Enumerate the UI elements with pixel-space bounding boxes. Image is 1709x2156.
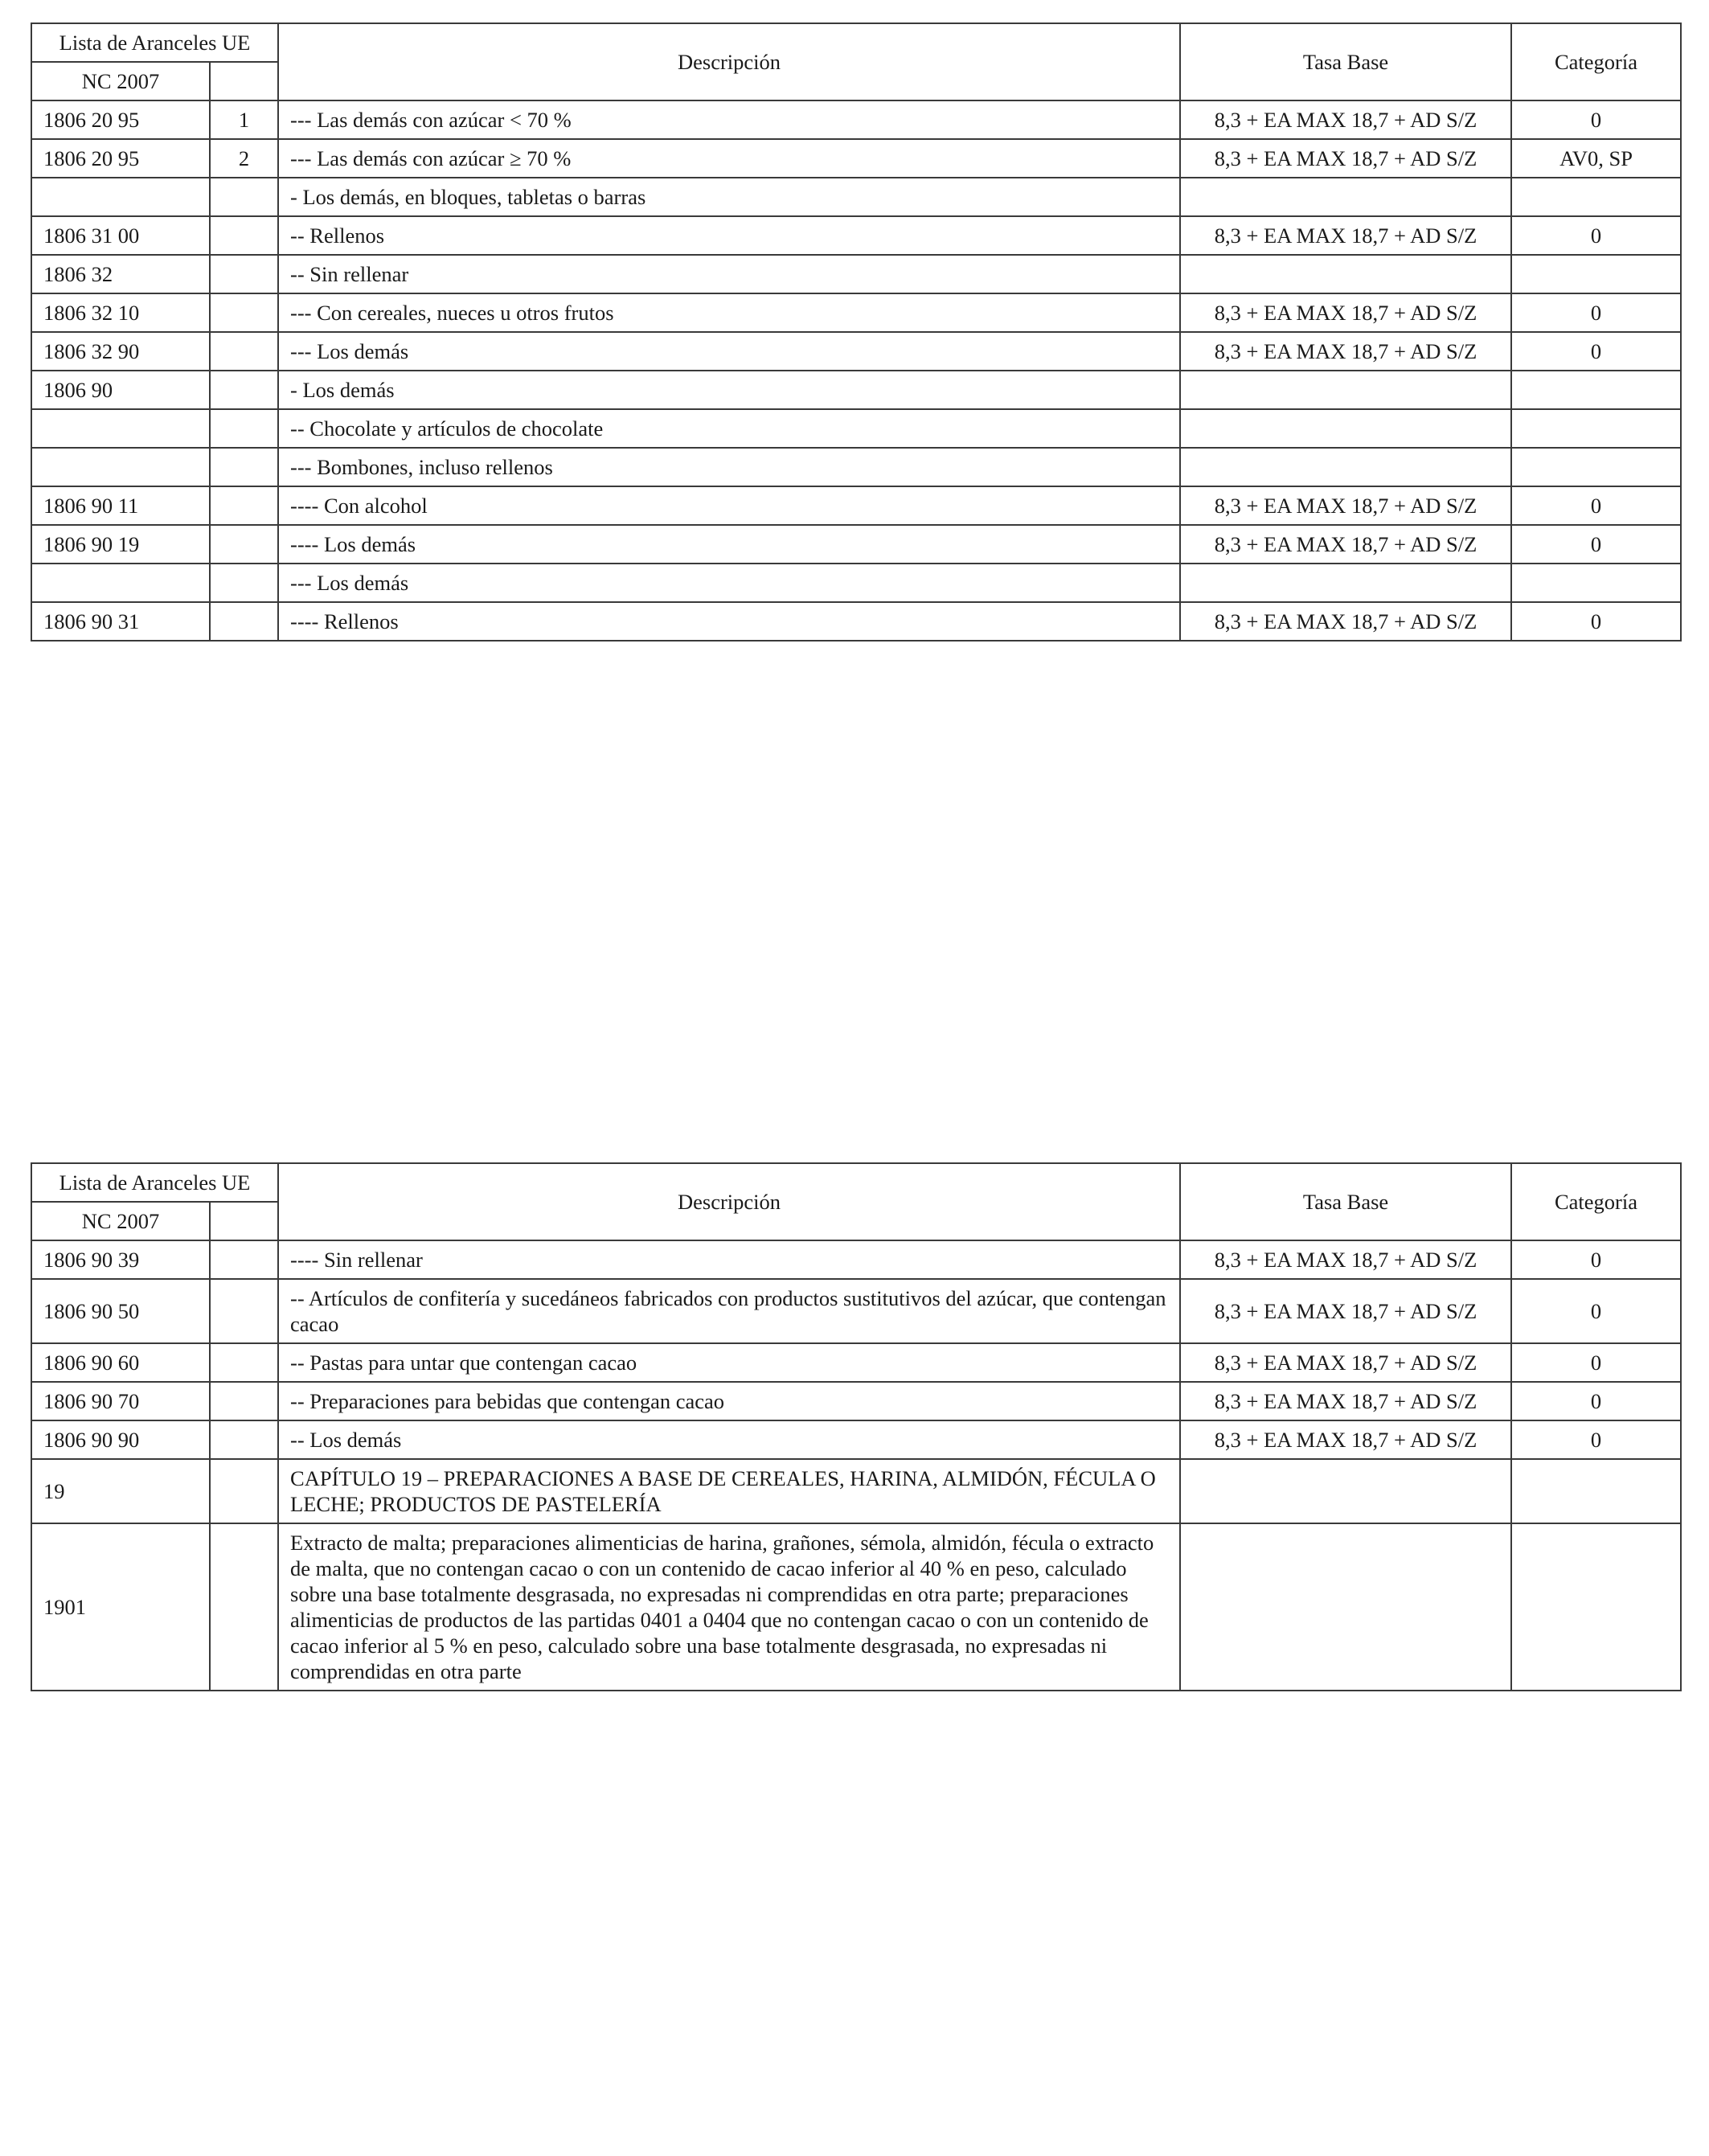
table-row bbox=[31, 602, 1681, 641]
base-rate: 8,3 + EA MAX 18,7 + AD S/Z bbox=[1180, 216, 1511, 255]
sub-code bbox=[210, 1420, 278, 1459]
table-row bbox=[31, 409, 1681, 448]
category: 0 bbox=[1511, 1343, 1681, 1382]
table-row bbox=[31, 1420, 1681, 1459]
table-row bbox=[31, 1523, 1681, 1691]
base-rate bbox=[1180, 1459, 1511, 1523]
table-row bbox=[31, 371, 1681, 409]
category bbox=[1511, 255, 1681, 293]
nc-code: 1806 90 39 bbox=[31, 1240, 210, 1279]
category bbox=[1511, 409, 1681, 448]
nc-code: 1806 90 60 bbox=[31, 1343, 210, 1382]
description: Extracto de malta; preparaciones alimenticias de harina, grañones, sémola, almidón, fécula o extracto de malta, que no contengan cacao o con un contenido de cacao inferior al 40 % en peso, calculado sobre una base totalmente desgrasada, no expresadas ni comprendidas en otra parte; preparaciones alimenticias de productos de las partidas 0401 a 0404 que no contengan cacao o con un contenido de cacao inferior al 5 % en peso, calculado sobre una base totalmente desgrasada, no expresadas ni comprendidas en otra parte bbox=[278, 1523, 1180, 1691]
category bbox=[1511, 1523, 1681, 1691]
category: 0 bbox=[1511, 602, 1681, 641]
chapter-title: CAPÍTULO 19 – PREPARACIONES A BASE DE CEREALES, HARINA, ALMIDÓN, FÉCULA O LECHE; PRODUCTOS DE PASTELERÍA bbox=[278, 1459, 1180, 1523]
base-rate: 8,3 + EA MAX 18,7 + AD S/Z bbox=[1180, 139, 1511, 178]
nc-code: 1806 90 19 bbox=[31, 525, 210, 564]
header-categoria: Categoría bbox=[1511, 23, 1681, 100]
category: 0 bbox=[1511, 486, 1681, 525]
nc-code: 1806 90 90 bbox=[31, 1420, 210, 1459]
table-row bbox=[31, 178, 1681, 216]
description: -- Artículos de confitería y sucedáneos fabricados con productos sustitutivos del azúcar, que contengan cacao bbox=[278, 1279, 1180, 1343]
sub-code bbox=[210, 409, 278, 448]
table-row bbox=[31, 255, 1681, 293]
nc-code: 1901 bbox=[31, 1523, 210, 1691]
category bbox=[1511, 371, 1681, 409]
nc-code: 1806 31 00 bbox=[31, 216, 210, 255]
description: - Los demás bbox=[278, 371, 1180, 409]
category bbox=[1511, 1459, 1681, 1523]
description: -- Chocolate y artículos de chocolate bbox=[278, 409, 1180, 448]
description: --- Con cereales, nueces u otros frutos bbox=[278, 293, 1180, 332]
base-rate: 8,3 + EA MAX 18,7 + AD S/Z bbox=[1180, 602, 1511, 641]
nc-code: 1806 20 95 bbox=[31, 139, 210, 178]
sub-code: 1 bbox=[210, 100, 278, 139]
header-tasa-base: Tasa Base bbox=[1180, 23, 1511, 100]
sub-code bbox=[210, 255, 278, 293]
header-lista: Lista de Aranceles UE bbox=[31, 1163, 278, 1202]
table-row bbox=[31, 525, 1681, 564]
category: 0 bbox=[1511, 1382, 1681, 1420]
base-rate bbox=[1180, 448, 1511, 486]
description: -- Pastas para untar que contengan cacao bbox=[278, 1343, 1180, 1382]
category: 0 bbox=[1511, 1240, 1681, 1279]
nc-code bbox=[31, 178, 210, 216]
nc-code: 1806 90 11 bbox=[31, 486, 210, 525]
sub-code bbox=[210, 1279, 278, 1343]
sub-code bbox=[210, 1459, 278, 1523]
base-rate bbox=[1180, 1523, 1511, 1691]
nc-code: 1806 32 90 bbox=[31, 332, 210, 371]
nc-code: 19 bbox=[31, 1459, 210, 1523]
base-rate: 8,3 + EA MAX 18,7 + AD S/Z bbox=[1180, 332, 1511, 371]
sub-code: 2 bbox=[210, 139, 278, 178]
nc-code bbox=[31, 448, 210, 486]
description: --- Los demás bbox=[278, 332, 1180, 371]
nc-code bbox=[31, 409, 210, 448]
sub-code bbox=[210, 371, 278, 409]
nc-code: 1806 20 95 bbox=[31, 100, 210, 139]
category bbox=[1511, 178, 1681, 216]
base-rate: 8,3 + EA MAX 18,7 + AD S/Z bbox=[1180, 1240, 1511, 1279]
category: AV0, SP bbox=[1511, 139, 1681, 178]
nc-code: 1806 90 70 bbox=[31, 1382, 210, 1420]
base-rate bbox=[1180, 255, 1511, 293]
description: --- Las demás con azúcar < 70 % bbox=[278, 100, 1180, 139]
base-rate bbox=[1180, 409, 1511, 448]
table-row bbox=[31, 216, 1681, 255]
description: - Los demás, en bloques, tabletas o barras bbox=[278, 178, 1180, 216]
description: ---- Con alcohol bbox=[278, 486, 1180, 525]
sub-code bbox=[210, 564, 278, 602]
base-rate: 8,3 + EA MAX 18,7 + AD S/Z bbox=[1180, 100, 1511, 139]
category bbox=[1511, 448, 1681, 486]
description: ---- Sin rellenar bbox=[278, 1240, 1180, 1279]
table-row bbox=[31, 564, 1681, 602]
category: 0 bbox=[1511, 216, 1681, 255]
description: --- Las demás con azúcar ≥ 70 % bbox=[278, 139, 1180, 178]
category: 0 bbox=[1511, 1279, 1681, 1343]
description: ---- Rellenos bbox=[278, 602, 1180, 641]
sub-code bbox=[210, 178, 278, 216]
category: 0 bbox=[1511, 1420, 1681, 1459]
header-lista: Lista de Aranceles UE bbox=[31, 23, 278, 62]
header-nc: NC 2007 bbox=[31, 62, 210, 100]
table-row bbox=[31, 332, 1681, 371]
header-tasa-base: Tasa Base bbox=[1180, 1163, 1511, 1240]
nc-code: 1806 90 31 bbox=[31, 602, 210, 641]
table-row bbox=[31, 486, 1681, 525]
table-row bbox=[31, 1459, 1681, 1523]
nc-code: 1806 32 10 bbox=[31, 293, 210, 332]
tariff-table-2 bbox=[31, 1162, 1682, 1691]
category: 0 bbox=[1511, 293, 1681, 332]
sub-code bbox=[210, 1240, 278, 1279]
header-categoria: Categoría bbox=[1511, 1163, 1681, 1240]
header-row-top bbox=[31, 1163, 1681, 1202]
sub-code bbox=[210, 486, 278, 525]
table-row bbox=[31, 1240, 1681, 1279]
sub-code bbox=[210, 525, 278, 564]
table-row bbox=[31, 1343, 1681, 1382]
description: -- Preparaciones para bebidas que contengan cacao bbox=[278, 1382, 1180, 1420]
nc-code: 1806 32 bbox=[31, 255, 210, 293]
description: -- Los demás bbox=[278, 1420, 1180, 1459]
base-rate: 8,3 + EA MAX 18,7 + AD S/Z bbox=[1180, 486, 1511, 525]
sub-code bbox=[210, 332, 278, 371]
header-nc: NC 2007 bbox=[31, 1202, 210, 1240]
table-row bbox=[31, 139, 1681, 178]
base-rate bbox=[1180, 178, 1511, 216]
category: 0 bbox=[1511, 332, 1681, 371]
sub-code bbox=[210, 1523, 278, 1691]
header-row-top bbox=[31, 23, 1681, 62]
table-row bbox=[31, 293, 1681, 332]
category: 0 bbox=[1511, 100, 1681, 139]
sub-code bbox=[210, 448, 278, 486]
header-sub-blank bbox=[210, 62, 278, 100]
tariff-table-1 bbox=[31, 23, 1682, 641]
description: ---- Los demás bbox=[278, 525, 1180, 564]
nc-code bbox=[31, 564, 210, 602]
description: -- Sin rellenar bbox=[278, 255, 1180, 293]
table-row bbox=[31, 1279, 1681, 1343]
base-rate: 8,3 + EA MAX 18,7 + AD S/Z bbox=[1180, 1420, 1511, 1459]
table-row bbox=[31, 448, 1681, 486]
sub-code bbox=[210, 1343, 278, 1382]
nc-code: 1806 90 bbox=[31, 371, 210, 409]
base-rate: 8,3 + EA MAX 18,7 + AD S/Z bbox=[1180, 1343, 1511, 1382]
base-rate: 8,3 + EA MAX 18,7 + AD S/Z bbox=[1180, 525, 1511, 564]
base-rate: 8,3 + EA MAX 18,7 + AD S/Z bbox=[1180, 293, 1511, 332]
sub-code bbox=[210, 216, 278, 255]
base-rate bbox=[1180, 371, 1511, 409]
nc-code: 1806 90 50 bbox=[31, 1279, 210, 1343]
description: --- Bombones, incluso rellenos bbox=[278, 448, 1180, 486]
sub-code bbox=[210, 293, 278, 332]
header-descripcion: Descripción bbox=[278, 23, 1180, 100]
sub-code bbox=[210, 602, 278, 641]
header-descripcion: Descripción bbox=[278, 1163, 1180, 1240]
table-row bbox=[31, 1382, 1681, 1420]
category: 0 bbox=[1511, 525, 1681, 564]
category bbox=[1511, 564, 1681, 602]
description: --- Los demás bbox=[278, 564, 1180, 602]
sub-code bbox=[210, 1382, 278, 1420]
description: -- Rellenos bbox=[278, 216, 1180, 255]
header-sub-blank bbox=[210, 1202, 278, 1240]
base-rate bbox=[1180, 564, 1511, 602]
base-rate: 8,3 + EA MAX 18,7 + AD S/Z bbox=[1180, 1279, 1511, 1343]
table-row bbox=[31, 100, 1681, 139]
base-rate: 8,3 + EA MAX 18,7 + AD S/Z bbox=[1180, 1382, 1511, 1420]
